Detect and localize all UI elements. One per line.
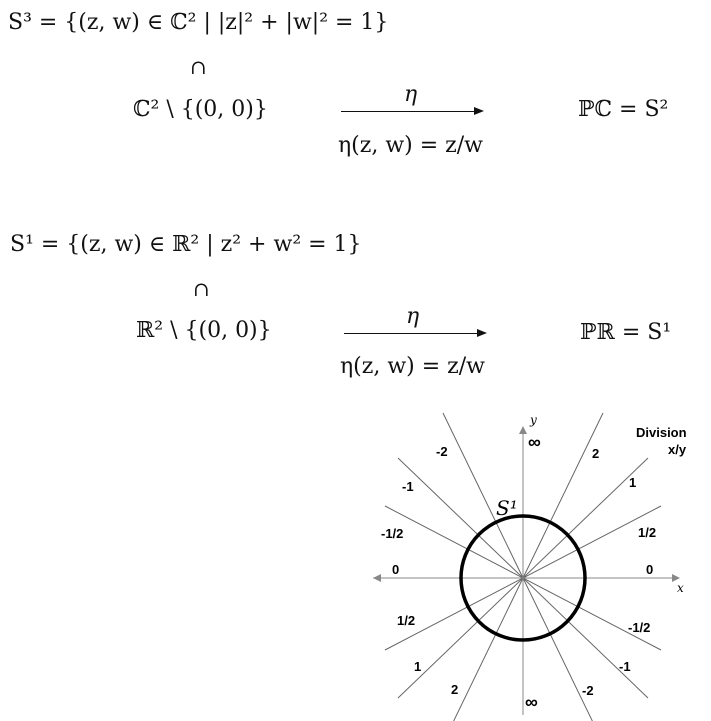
label-lower-right-neg-2: -2: [582, 683, 594, 698]
label-right-0: 0: [646, 562, 654, 577]
subset-symbol-2: ∩: [193, 277, 210, 301]
label-right-1: 1: [629, 475, 637, 490]
y-axis-label: y: [530, 413, 537, 427]
c2-minus-origin: ℂ² \ {(0, 0)}: [133, 97, 268, 122]
label-left-1: 1: [414, 659, 422, 674]
label-right-neg-1: -1: [619, 659, 631, 674]
eta-definition-1: η(z, w) = z/w: [338, 133, 484, 158]
circle-label: S¹: [496, 496, 518, 520]
title-division: Division: [636, 425, 687, 440]
s1-definition: S¹ = {(z, w) ∈ ℝ² | z² + w² = 1}: [10, 232, 362, 257]
label-upper-left-neg-2: -2: [436, 444, 448, 459]
label-left-half: 1/2: [397, 613, 416, 628]
y-axis-arrow: [519, 426, 527, 434]
s3-definition: S³ = {(z, w) ∈ ℂ² | |z|² + |w|² = 1}: [8, 10, 389, 35]
label-left-0: 0: [392, 562, 400, 577]
label-upper-right-2: 2: [592, 446, 600, 461]
x-axis-label: x: [677, 581, 684, 595]
subset-symbol-1: ∩: [190, 55, 207, 79]
label-left-neg-half: -1/2: [381, 526, 404, 541]
label-left-neg-1: -1: [402, 479, 414, 494]
eta-definition-2: η(z, w) = z/w: [340, 354, 486, 379]
label-right-neg-half: -1/2: [628, 620, 651, 635]
title-xy: x/y: [668, 442, 687, 457]
x-axis-left-arrow: [373, 574, 381, 582]
label-top-infinity: ∞: [528, 432, 541, 452]
eta-label-2: η: [406, 304, 420, 329]
label-lower-left-2: 2: [451, 682, 459, 697]
eta-label-1: η: [404, 82, 418, 107]
pr-equals-s1: ℙℝ = S¹: [580, 320, 672, 345]
label-bottom-infinity: ∞: [525, 692, 538, 712]
label-right-half: 1/2: [638, 525, 657, 540]
pc-equals-s2: ℙℂ = S²: [578, 97, 669, 122]
r2-minus-origin: ℝ² \ {(0, 0)}: [136, 318, 272, 343]
